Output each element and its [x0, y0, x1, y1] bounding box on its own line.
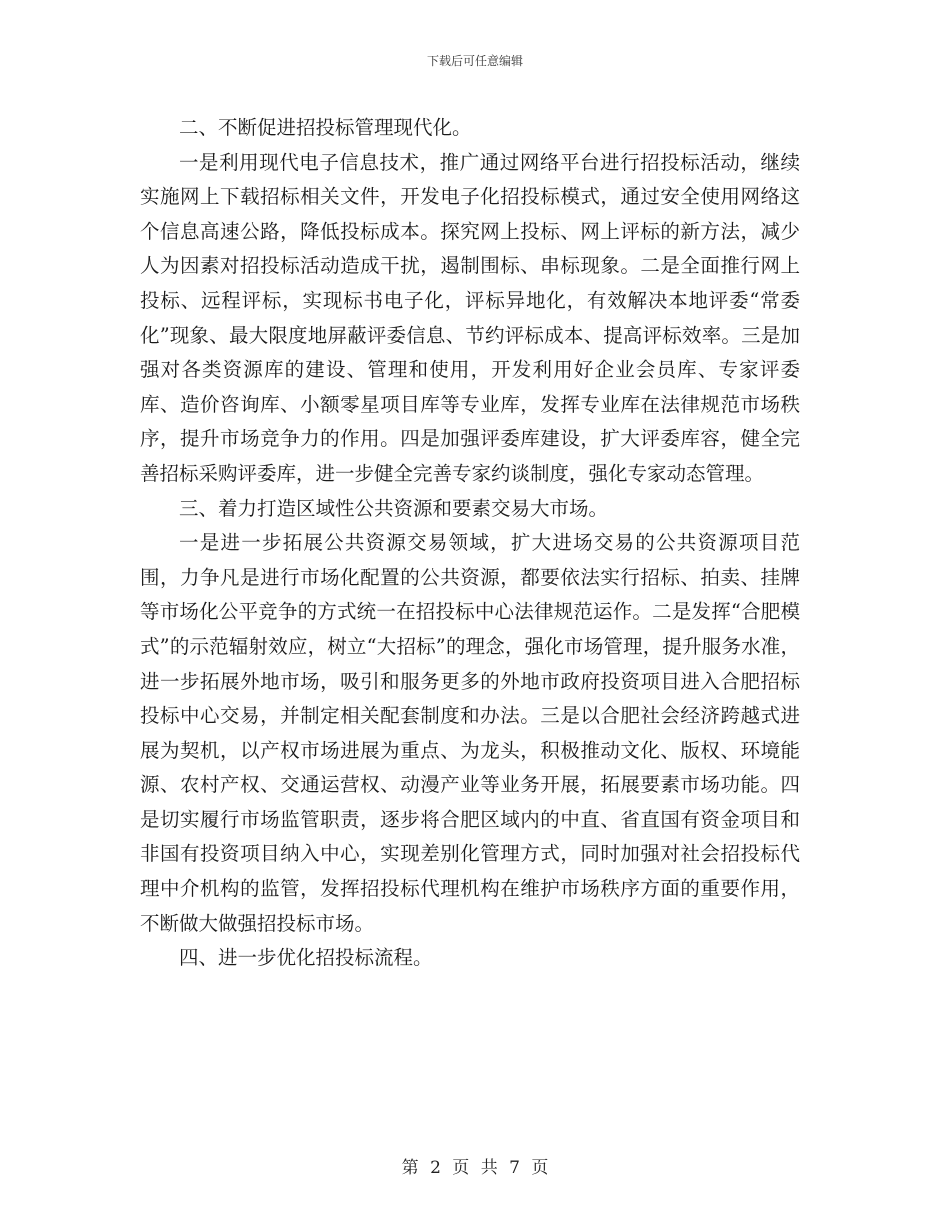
page-header-note: 下载后可任意编辑	[426, 54, 523, 68]
body-paragraph: 一是进一步拓展公共资源交易领域，扩大进场交易的公共资源项目范围，力争凡是进行市场化配置的公共资源，都要依法实行招标、拍卖、挂牌等市场化公平竞争的方式统一在招投标中心法律规范运作。二是发挥“合肥模式”的示范辐射效应，树立“大招标”的理念，强化市场管理，提升服务水准，进一步拓展外地市场，吸引和服务更多的外地市政府投资项目进入合肥招标投标中心交易，并制定相关配套制度和办法。三是以合肥社会经济跨越式进展为契机，以产权市场进展为重点、为龙头，积极推动文化、版权、环境能源、农村产权、交通运营权、动漫产业等业务开展，拓展要素市场功能。四是切实履行市场监管职责，逐步将合肥区域内的中直、省直国有资金项目和非国有投资项目纳入中心，实现差别化管理方式，同时加强对社会招投标代理中介机构的监管，发挥招投标代理机构在维护市场秩序方面的重要作用，不断做大做强招投标市场。	[140, 531, 800, 935]
body-paragraph: 一是利用现代电子信息技术，推广通过网络平台进行招投标活动，继续实施网上下载招标相关文件，开发电子化招投标模式，通过安全使用网络这个信息高速公路，降低投标成本。探究网上投标、网上评标的新方法，减少人为因素对招投标活动造成干扰，遏制围标、串标现象。二是全面推行网上投标、远程评标，实现标书电子化，评标异地化，有效解决本地评委“常委化”现象、最大限度地屏蔽评委信息、节约评标成本、提高评标效率。三是加强对各类资源库的建设、管理和使用，开发利用好企业会员库、专家评委库、造价咨询库、小额零星项目库等专业库，发挥专业库在法律规范市场秩序，提升市场竞争力的作用。四是加强评委库建设，扩大评委库容，健全完善招标采购评委库，进一步健全完善专家约谈制度，强化专家动态管理。	[140, 150, 800, 485]
section-heading-3: 三、着力打造区域性公共资源和要素交易大市场。	[179, 496, 609, 520]
page-number-footer: 第 2 页 共 7 页	[401, 1158, 549, 1178]
document-body	[140, 111, 800, 976]
section-heading-4: 四、进一步优化招投标流程。	[179, 946, 433, 970]
section-heading-2: 二、不断促进招投标管理现代化。	[179, 116, 472, 139]
